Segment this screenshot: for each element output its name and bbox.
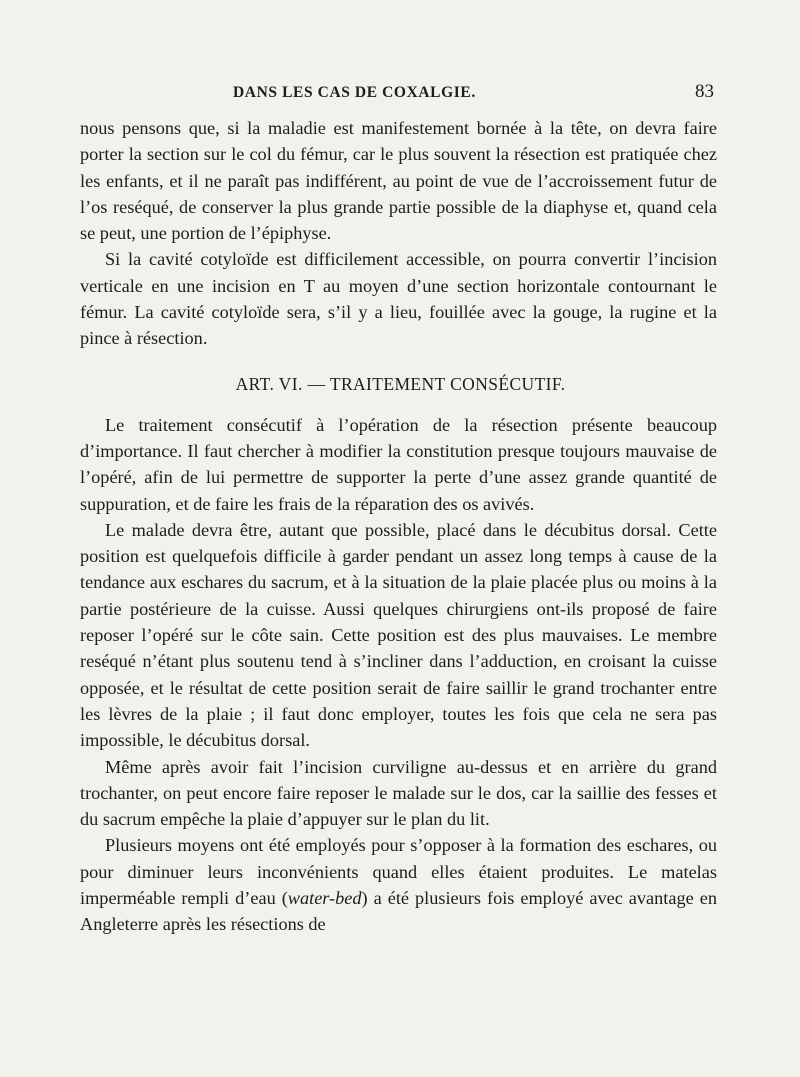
paragraph-5: Même après avoir fait l’incision curviligne au-dessus et en arrière du grand trochanter, on peut encore faire reposer le malade sur le dos, car la saillie des fesses et du sacrum empêche la plaie d’appuyer sur le plan du lit. [80,756,717,830]
paragraph-2: Si la cavité cotyloïde est difficilement accessible, on pourra convertir l’incision verticale en une incision en T au moyen d’une section horizontale contournant le fémur. La cavité cotyloïde sera, s’il y a lieu, fouillée avec la gouge, la rugine et la pince à résection. [80,249,717,349]
page-number: 83 [695,81,714,102]
paragraph-6-end: ) a été plusieurs fois employé avec avantage en Angleterre après les résections de [80,888,717,935]
body-text [80,115,717,938]
running-header [0,81,800,106]
paragraph-4: Le malade devra être, autant que possible, placé dans le décubitus dorsal. Cette position est quelquefois difficile à garder pendant un assez long temps à cause de la tendance aux eschares du sacrum, et à la situation de la plaie placée plus ou moins à la partie postérieure de la cuisse. Aussi quelques chirurgiens ont-ils proposé de faire reposer l’opéré sur le côte sain. Cette position est des plus mauvaises. Le membre reséqué n’étant plus soutenu tend à s’incliner dans l’adduction, en croisant la cuisse opposée, et le résultat de cette position serait de faire saillir le grand trochanter entre les lèvres de la plaie ; il faut donc employer, toutes les fois que cela ne sera pas impossible, le décubitus dorsal. [80,519,717,751]
running-title: DANS LES CAS DE COXALGIE. [233,84,476,101]
water-bed-term: water-bed [287,888,362,909]
paragraph-6-start: Plusieurs moyens ont été employés pour s’opposer à la formation des eschares, ou pour diminuer leurs inconvénients quand elles étaient produites. Le matelas imperméable rempli d’eau ( [80,835,717,909]
section-heading [80,374,717,395]
paragraph-1: nous pensons que, si la maladie est manifestement bornée à la tête, on devra faire porter la section sur le col du fémur, car le plus souvent la résection est pratiquée chez les enfants, et il ne paraît pas indifférent, au point de vue de l’accroissement futur de l’os reséqué, de conserver la plus grande partie possible de la diaphyse et, quand cela se peut, une portion de l’épiphyse. [80,118,717,244]
paragraph-6 [80,832,717,937]
section-heading-text: ART. VI. — TRAITEMENT CONSÉCUTIF. [235,373,566,394]
paragraph-3: Le traitement consécutif à l’opération de la résection présente beaucoup d’importance. Il faut chercher à modifier la constitution presque toujours mauvaise de l’opéré, afin de lui permettre de supporter la perte d’une assez grande quantité de suppuration, et de faire les frais de la réparation des os avivés. [80,414,717,514]
